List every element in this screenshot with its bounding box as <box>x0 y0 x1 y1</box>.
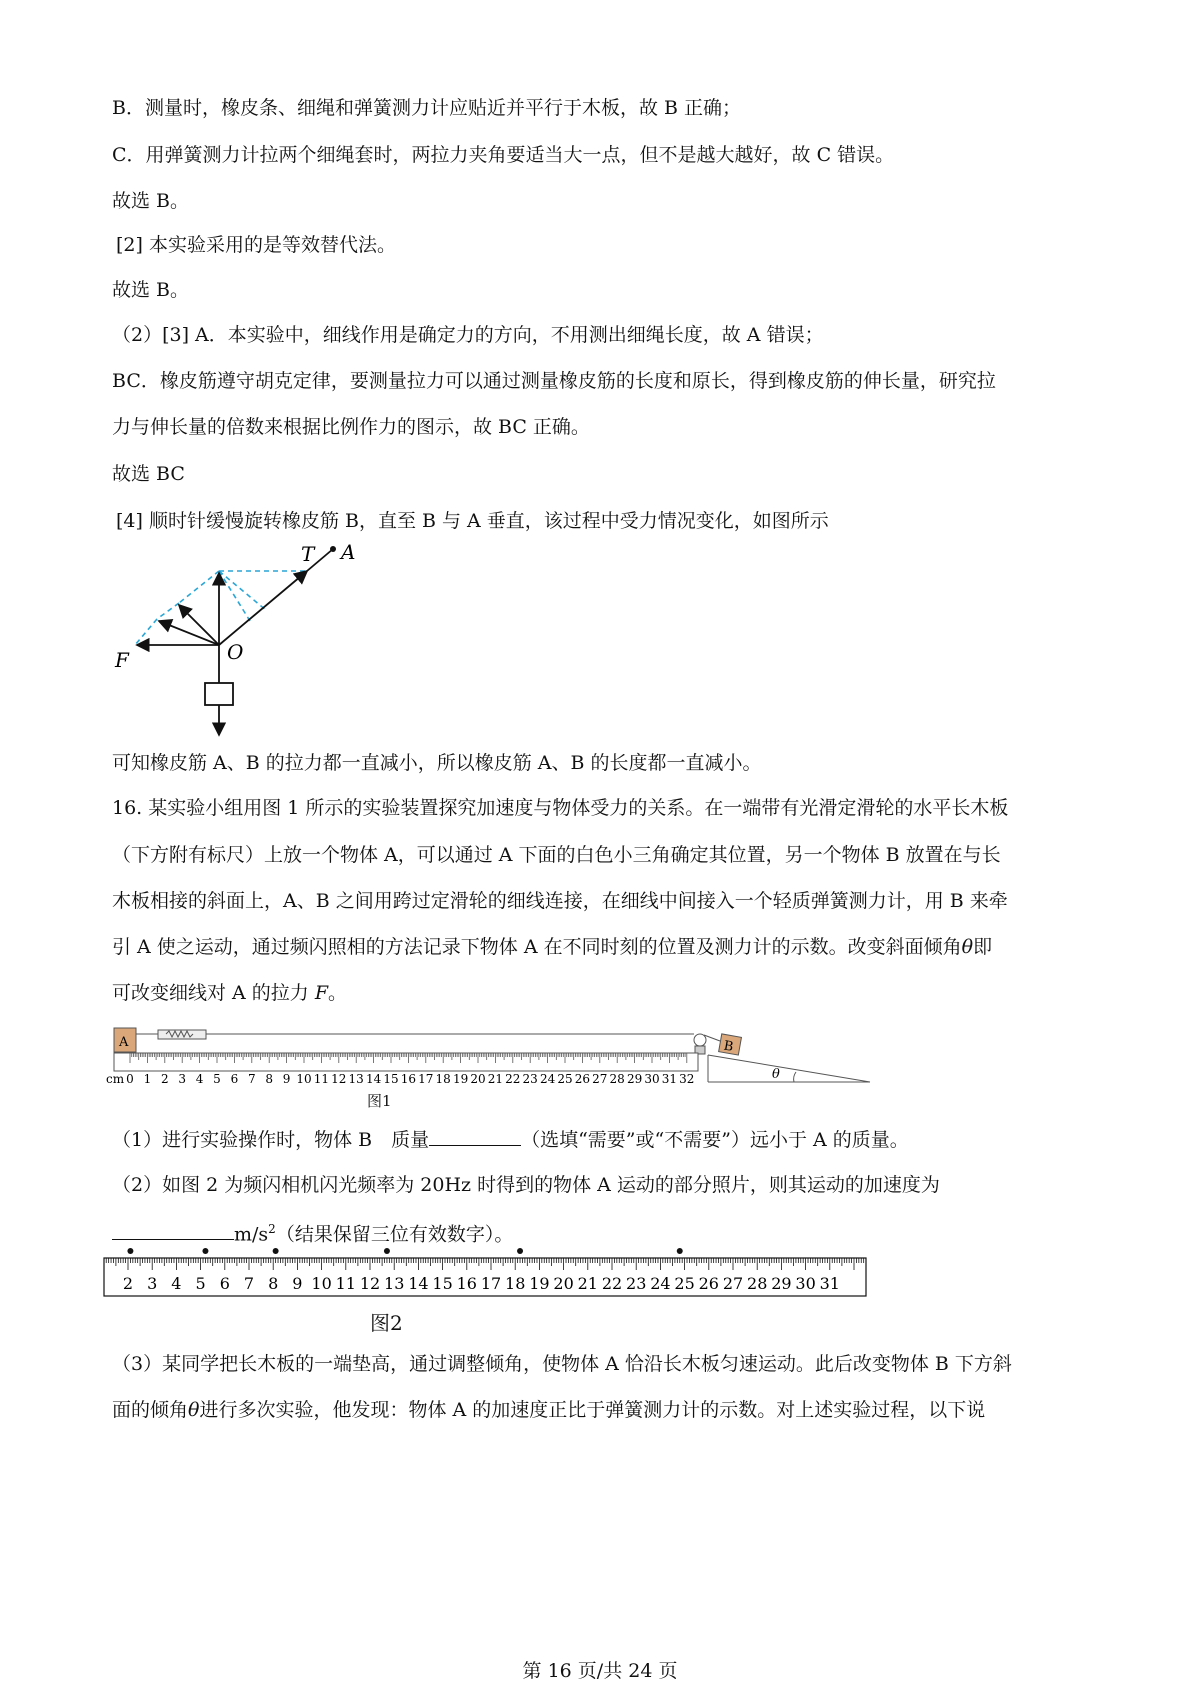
figure-2-caption: 图2 <box>370 1311 403 1335</box>
question-2-answer: $m/s^2$（结果保留三位有效数字）。 <box>112 1216 513 1247</box>
fig1-scale-number: 12 <box>331 1072 347 1086</box>
fig2-scale-number: 27 <box>722 1274 744 1293</box>
fig1-scale-number: 29 <box>626 1072 643 1086</box>
fig1-scale-number: 25 <box>557 1072 573 1086</box>
fig1-scale-number: 32 <box>679 1072 695 1086</box>
text-line-4: [2] 本实验采用的是等效替代法。 <box>116 234 396 256</box>
fig1-scale-number: 28 <box>609 1072 625 1086</box>
text-line-5: 故选 B。 <box>112 279 190 301</box>
text-line-11: 可知橡皮筋 A、B 的拉力都一直减小，所以橡皮筋 A、B 的长度都一直减小。 <box>112 752 762 774</box>
question-3: （3）某同学把长木板的一端垫高，通过调整倾角，使物体 A 恰沿长木板匀速运动。此后改变物体 B 下方斜 <box>112 1353 1012 1375</box>
svg-text:θ: θ <box>772 1067 780 1082</box>
fig1-scale-number: 22 <box>505 1072 521 1086</box>
figure-1-apparatus <box>108 1020 878 1095</box>
page-footer: 第 16 页/共 24 页 <box>522 1660 678 1682</box>
fig2-scale-number: 24 <box>650 1274 671 1293</box>
fig1-ruler-numbers <box>126 1072 694 1086</box>
text-line-14: 木板相接的斜面上，A、B 之间用跨过定滑轮的细线连接，在细线中间接入一个轻质弹簧测力计，用 B 来牵 <box>112 890 1008 912</box>
svg-text:A: A <box>119 1035 129 1050</box>
spring-scale <box>158 1030 206 1039</box>
fig1-scale-number: 24 <box>539 1072 556 1086</box>
fig2-scale-number: 28 <box>747 1274 768 1293</box>
flash-dot <box>677 1248 683 1254</box>
question-3-cont: 面的倾角θ进行多次实验，他发现：物体 A 的加速度正比于弹簧测力计的示数。对上述实验过程，以下说 <box>112 1399 986 1421</box>
figure-1-caption: 图1 <box>367 1092 392 1110</box>
label-O: O <box>227 640 244 664</box>
text-line-16: 可改变细线对 A 的拉力 F。 <box>112 982 348 1004</box>
construction-lines <box>135 571 305 645</box>
flash-positions <box>127 1248 682 1254</box>
fig2-scale-number: 13 <box>384 1274 405 1293</box>
fig1-scale-number: 9 <box>282 1072 291 1086</box>
label-T: T <box>301 542 315 566</box>
text-line-6: （2）[3] A．本实验中，细线作用是确定力的方向，不用测出细绳长度，故 A 错误； <box>112 324 824 346</box>
fig2-scale-number: 8 <box>268 1274 279 1293</box>
fig2-scale-number: 31 <box>819 1274 840 1293</box>
fig1-unit: cm <box>106 1072 125 1086</box>
force-diagram <box>115 535 395 750</box>
fig1-scale-number: 10 <box>296 1072 312 1086</box>
figure-2-ruler <box>100 1244 880 1304</box>
fig2-scale-number: 15 <box>432 1274 453 1293</box>
fig2-scale-number: 10 <box>311 1274 332 1293</box>
fig1-scale-number: 20 <box>470 1072 486 1086</box>
fig2-scale-number: 22 <box>601 1274 623 1293</box>
fig1-scale-number: 2 <box>160 1072 169 1086</box>
answer-blank-1[interactable] <box>429 1127 521 1146</box>
fig2-scale-number: 12 <box>359 1274 381 1293</box>
fig1-scale-number: 13 <box>348 1072 364 1086</box>
fig2-scale-number: 11 <box>335 1274 356 1293</box>
fig1-scale-number: 15 <box>383 1072 399 1086</box>
fig2-scale-number: 9 <box>292 1274 303 1293</box>
flash-dot <box>127 1248 133 1254</box>
fig2-scale-number: 29 <box>771 1274 792 1293</box>
fig2-scale-number: 6 <box>219 1274 230 1293</box>
fig1-scale-number: 16 <box>400 1072 417 1086</box>
text-line-2: C．用弹簧测力计拉两个细绳套时，两拉力夹角要适当大一点，但不是越大越好，故 C 错误。 <box>112 144 895 166</box>
flash-dot <box>384 1248 390 1254</box>
label-F: F <box>115 648 129 672</box>
fig1-scale-number: 30 <box>644 1072 660 1086</box>
flash-dot <box>202 1248 208 1254</box>
fig2-scale-number: 30 <box>795 1274 816 1293</box>
point-A-dot <box>330 546 336 552</box>
question-2: （2）如图 2 为频闪相机闪光频率为 20Hz 时得到的物体 A 运动的部分照片，则其运动的加速度为 <box>112 1174 940 1196</box>
fig1-scale-number: 3 <box>178 1072 187 1086</box>
fig1-scale-number: 6 <box>230 1072 239 1086</box>
fig2-scale-number: 18 <box>505 1274 526 1293</box>
fig2-scale-number: 4 <box>171 1274 182 1293</box>
fig2-scale-number: 2 <box>122 1274 134 1293</box>
fig1-scale-number: 23 <box>522 1072 538 1086</box>
text-line-7: BC．橡皮筋遵守胡克定律，要测量拉力可以通过测量橡皮筋的长度和原长，得到橡皮筋的伸长量，研究拉 <box>112 370 996 392</box>
fig1-scale-number: 4 <box>195 1072 204 1086</box>
fig1-scale-number: 7 <box>247 1072 256 1086</box>
fig1-scale-number: 19 <box>452 1072 469 1086</box>
svg-text:B: B <box>722 1038 735 1055</box>
fig1-scale-number: 5 <box>213 1072 221 1086</box>
text-line-9: 故选 BC <box>112 463 185 485</box>
fig2-scale-number: 3 <box>147 1274 158 1293</box>
text-line-12: 16. 某实验小组用图 1 所示的实验装置探究加速度与物体受力的关系。在一端带有光滑定滑轮的水平长木板 <box>112 797 1009 819</box>
text-line-15: 引 A 使之运动，通过频闪照相的方法记录下物体 A 在不同时刻的位置及测力计的示数。改变斜面倾角θ即 <box>112 936 993 958</box>
fig1-scale-number: 1 <box>143 1072 152 1086</box>
flash-dot <box>273 1248 279 1254</box>
text-line-13: （下方附有标尺）上放一个物体 A，可以通过 A 下面的白色小三角确定其位置，另一个物体 B 放置在与长 <box>112 844 1001 866</box>
fig1-scale-number: 8 <box>265 1072 274 1086</box>
fig1-scale-number: 21 <box>487 1072 504 1086</box>
fig1-scale-number: 14 <box>365 1072 382 1086</box>
question-1: （1）进行实验操作时，物体 B 质量 （选填“需要”或“不需要”）远小于 A 的质量。 <box>112 1129 909 1151</box>
fig2-scale-number: 14 <box>408 1274 429 1293</box>
fig2-scale-number: 20 <box>553 1274 574 1293</box>
fig2-scale-number: 16 <box>456 1274 477 1293</box>
fig1-scale-number: 0 <box>126 1072 134 1086</box>
fig1-scale-number: 26 <box>574 1072 591 1086</box>
fig1-scale-number: 31 <box>661 1072 678 1086</box>
fig1-scale-number: 27 <box>592 1072 608 1086</box>
fig2-scale-number: 17 <box>480 1274 502 1293</box>
text-line-1: B．测量时，橡皮条、细绳和弹簧测力计应贴近并平行于木板，故 B 正确； <box>112 97 742 119</box>
text-line-8: 力与伸长量的倍数来根据比例作力的图示，故 BC 正确。 <box>112 416 590 438</box>
fig2-scale-number: 5 <box>195 1274 206 1293</box>
fig2-scale-number: 25 <box>674 1274 695 1293</box>
fig2-scale-number: 26 <box>698 1274 719 1293</box>
answer-blank-2[interactable] <box>112 1221 234 1240</box>
label-A: A <box>341 540 356 564</box>
fig1-scale-number: 17 <box>418 1072 434 1086</box>
flash-dot <box>517 1248 523 1254</box>
fig2-scale-number: 7 <box>243 1274 255 1293</box>
text-line-10: [4] 顺时针缓慢旋转橡皮筋 B，直至 B 与 A 垂直，该过程中受力情况变化，如图所示 <box>116 510 829 532</box>
fig1-scale-number: 11 <box>313 1072 330 1086</box>
text-line-3: 故选 B。 <box>112 190 190 212</box>
fig2-scale-number: 23 <box>626 1274 647 1293</box>
fig2-scale-number: 19 <box>529 1274 550 1293</box>
fig1-scale-number: 18 <box>435 1072 451 1086</box>
fig2-scale-number: 21 <box>577 1274 598 1293</box>
